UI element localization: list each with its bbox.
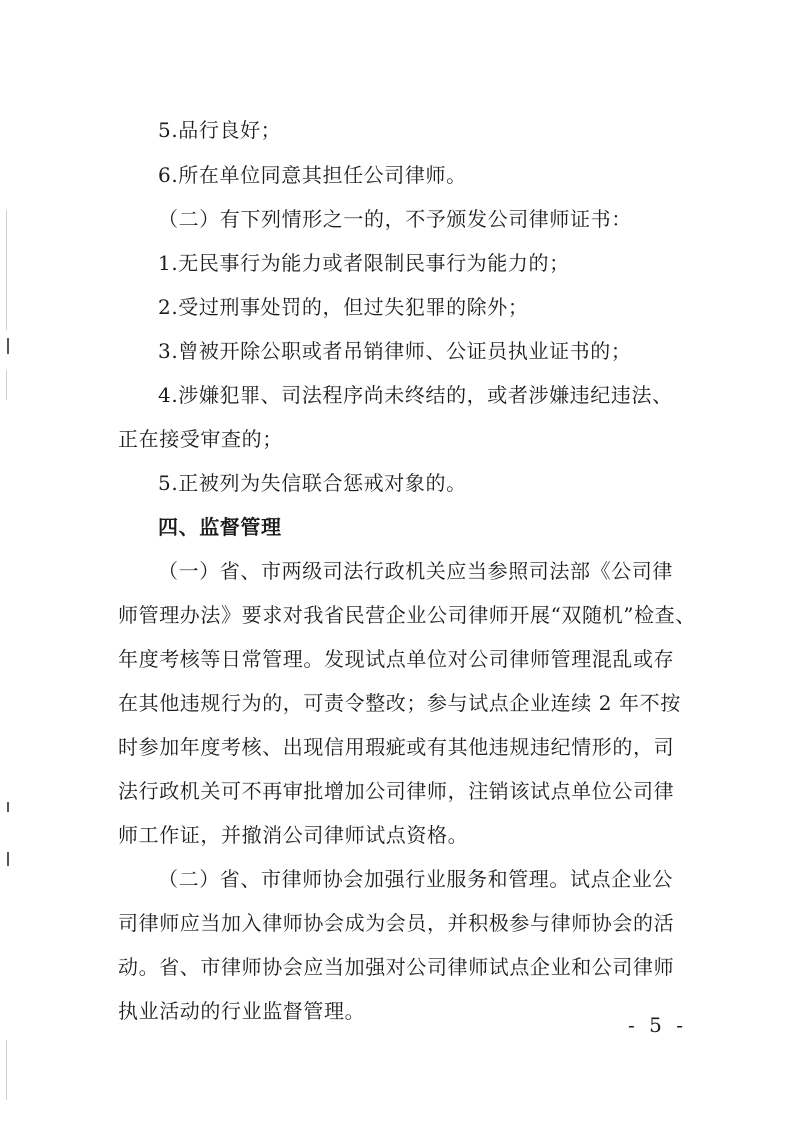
section-heading: 四、监督管理 <box>158 515 282 539</box>
paragraph-line: 师工作证，并撤消公司律师试点资格。 <box>118 823 469 847</box>
scan-edge-line <box>6 370 7 400</box>
paragraph-line: 司律师应当加入律师协会成为会员，并积极参与律师协会的活 <box>118 911 675 935</box>
paragraph-line: 师管理办法》要求对我省民营企业公司律师开展“双随机”检查、 <box>118 603 696 627</box>
paragraph-line: 在其他违规行为的，可责令整改；参与试点企业连续 2 年不按 <box>118 691 681 715</box>
scan-edge-line <box>6 1040 7 1100</box>
list-item-continuation: 正在接受审查的； <box>118 427 283 451</box>
paragraph-line: 年度考核等日常管理。发现试点单位对公司律师管理混乱或存 <box>118 647 675 671</box>
list-item: 5.品行良好； <box>158 118 282 142</box>
paragraph-line: 执业活动的行业监督管理。 <box>118 999 366 1023</box>
scan-edge-line <box>6 210 7 330</box>
paragraph-line: 动。省、市律师协会应当加强对公司律师试点企业和公司律师 <box>118 955 675 979</box>
list-item: 4.涉嫌犯罪、司法程序尚未终结的，或者涉嫌违纪违法、 <box>158 383 673 407</box>
paragraph-line: 法行政机关可不再审批增加公司律师，注销该试点单位公司律 <box>118 779 675 803</box>
list-item: 2.受过刑事处罚的，但过失犯罪的除外； <box>158 295 529 319</box>
page-number: - 5 - <box>628 1013 687 1037</box>
list-item: 1.无民事行为能力或者限制民事行为能力的； <box>158 251 570 275</box>
scan-edge-mark <box>7 338 9 354</box>
list-item: 6.所在单位同意其担任公司律师。 <box>158 163 467 187</box>
list-item: （二）有下列情形之一的，不予颁发公司律师证书： <box>158 207 632 231</box>
list-item: 3.曾被开除公职或者吊销律师、公证员执业证书的； <box>158 339 632 363</box>
paragraph-line: （一）省、市两级司法行政机关应当参照司法部《公司律 <box>158 559 673 583</box>
paragraph-line: 时参加年度考核、出现信用瑕疵或有其他违规违纪情形的，司 <box>118 735 675 759</box>
list-item: 5.正被列为失信联合惩戒对象的。 <box>158 471 467 495</box>
scan-edge-mark <box>7 802 9 812</box>
paragraph-line: （二）省、市律师协会加强行业服务和管理。试点企业公 <box>158 867 673 891</box>
scan-edge-mark <box>7 852 9 866</box>
